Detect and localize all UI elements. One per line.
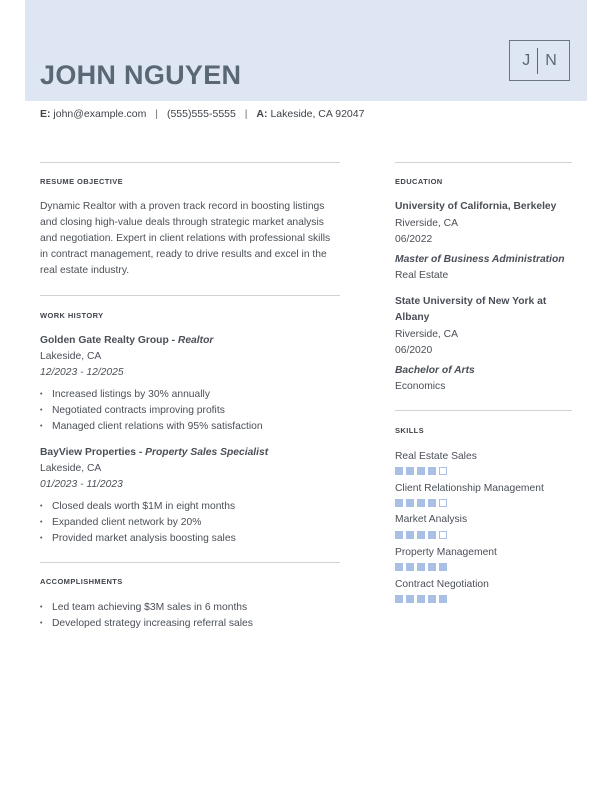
skill-name: Client Relationship Management xyxy=(395,483,544,494)
list-item: • Expanded client network by 20% xyxy=(40,515,236,531)
list-item: • Provided market analysis boosting sales xyxy=(40,531,236,547)
skills-title: SKILLS xyxy=(395,426,425,435)
job-heading: BayView Properties - Property Sales Specialist xyxy=(40,447,269,458)
skill-square-filled xyxy=(417,499,425,507)
list-item: • Closed deals worth $1M in eight months xyxy=(40,499,236,515)
skill-name: Market Analysis xyxy=(395,514,468,525)
address-label: A: xyxy=(256,108,268,120)
contact-line xyxy=(40,108,364,120)
skill-rating xyxy=(395,467,447,475)
skill-square-empty xyxy=(439,467,447,475)
skill-name: Real Estate Sales xyxy=(395,451,477,462)
job-company: BayView Properties xyxy=(40,447,136,458)
section-divider xyxy=(395,162,572,163)
education-title: EDUCATION xyxy=(395,177,443,186)
skill-square-empty xyxy=(439,499,447,507)
skill-square-filled xyxy=(406,467,414,475)
skill-rating xyxy=(395,531,447,539)
job-dates: 01/2023 - 11/2023 xyxy=(40,479,123,490)
skill-square-filled xyxy=(395,531,403,539)
skill-square-filled xyxy=(417,467,425,475)
skill-square-filled xyxy=(439,595,447,603)
skill-square-filled xyxy=(428,595,436,603)
list-item: • Led team achieving $3M sales in 6 months xyxy=(40,600,253,616)
job-bullets xyxy=(40,499,236,547)
field-of-study: Economics xyxy=(395,381,446,392)
candidate-name: JOHN NGUYEN xyxy=(40,60,242,90)
work-history-title: WORK HISTORY xyxy=(40,311,104,320)
skill-square-filled xyxy=(428,531,436,539)
email: john@example.com xyxy=(53,108,147,120)
skill-square-filled xyxy=(395,563,403,571)
section-divider xyxy=(40,562,340,563)
skill-name: Property Management xyxy=(395,547,497,558)
school-name: University of California, Berkeley xyxy=(395,201,557,212)
school-name: State University of New York at xyxy=(395,296,547,307)
accomplishments-title: ACCOMPLISHMENTS xyxy=(40,577,123,586)
skill-square-filled xyxy=(417,563,425,571)
skill-square-filled xyxy=(428,467,436,475)
school-location: Riverside, CA xyxy=(395,329,458,340)
graduation-date: 06/2022 xyxy=(395,234,433,245)
skill-square-filled xyxy=(428,563,436,571)
skill-square-filled xyxy=(417,531,425,539)
job-role: Realtor xyxy=(177,335,214,346)
monogram xyxy=(509,40,570,81)
degree: Bachelor of Arts xyxy=(395,365,475,376)
skill-square-filled xyxy=(395,467,403,475)
school-location: Riverside, CA xyxy=(395,218,458,229)
email-label: E: xyxy=(40,108,51,120)
job-company: Golden Gate Realty Group xyxy=(40,335,169,346)
objective-text: Dynamic Realtor with a proven track record in boosting listings and closing high-value deals through strategic market analysis and negotiation. Expert in client relations with professional skills in contract management, ready to drive results and excel in the real estate industry. xyxy=(40,201,331,276)
skill-square-filled xyxy=(428,499,436,507)
monogram-first: J xyxy=(522,51,531,69)
skill-square-filled xyxy=(395,595,403,603)
skill-square-filled xyxy=(406,499,414,507)
school-name-continued: Albany xyxy=(395,312,430,323)
skill-square-filled xyxy=(395,499,403,507)
skill-square-filled xyxy=(439,563,447,571)
job-role: Property Sales Specialist xyxy=(145,447,269,458)
job-location: Lakeside, CA xyxy=(40,351,102,362)
list-item: • Developed strategy increasing referral sales xyxy=(40,616,253,632)
accomplishment-list xyxy=(40,600,253,632)
contact-separator: | xyxy=(155,108,159,120)
list-item: • Negotiated contracts improving profits xyxy=(40,403,263,419)
graduation-date: 06/2020 xyxy=(395,345,433,356)
skill-rating xyxy=(395,595,447,603)
skill-square-filled xyxy=(406,531,414,539)
monogram-divider xyxy=(537,48,538,74)
job-heading: Golden Gate Realty Group - Realtor xyxy=(40,335,214,346)
skill-rating xyxy=(395,563,447,571)
objective-title: RESUME OBJECTIVE xyxy=(40,177,124,186)
phone: (555)555-5555 xyxy=(166,108,236,120)
skill-rating xyxy=(395,499,447,507)
address: Lakeside, CA 92047 xyxy=(270,108,365,120)
degree: Master of Business Administration xyxy=(395,254,565,265)
skill-square-filled xyxy=(406,563,414,571)
skill-square-filled xyxy=(417,595,425,603)
job-location: Lakeside, CA xyxy=(40,463,102,474)
contact-separator: | xyxy=(244,108,248,120)
monogram-last: N xyxy=(545,51,557,69)
skill-name: Contract Negotiation xyxy=(395,579,489,590)
field-of-study: Real Estate xyxy=(395,270,449,281)
section-divider xyxy=(395,410,572,411)
skill-square-empty xyxy=(439,531,447,539)
list-item: • Increased listings by 30% annually xyxy=(40,387,263,403)
job-bullets xyxy=(40,387,263,435)
list-item: • Managed client relations with 95% satisfaction xyxy=(40,419,263,435)
job-dates: 12/2023 - 12/2025 xyxy=(40,367,124,378)
skill-square-filled xyxy=(406,595,414,603)
section-divider xyxy=(40,162,340,163)
section-divider xyxy=(40,295,340,296)
